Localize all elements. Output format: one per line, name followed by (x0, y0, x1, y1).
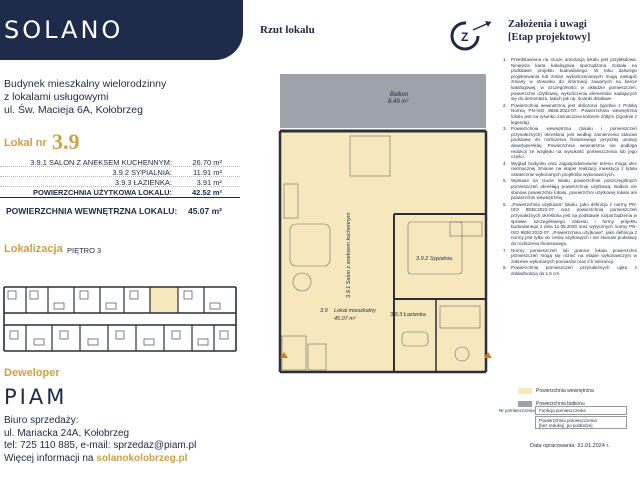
note-item: 3. Powierzchnia wewnętrzna (lokalu i pomieszczeń przynależnych) określona jest według zamierzenia stanowi podstawę do rozliczenia finansowego przyszłej umowy deweloperskiej. Powierzchnia wewnętrzna nie podlega redukcji ze względu na wysokość pomieszczenia lub jego części. (503, 126, 637, 160)
more-info (4, 453, 196, 466)
sales-title: Biuro sprzedaży: (4, 415, 79, 426)
note-item: 6. „Powierzchnia użytkowa” lokalu, jako definicja z normy PN-ISO 9836:2022-07 oraz powierzchnia pomieszczeń przynależnych określona jest na podstawie rozporządzenia w sprawie szczegółowego zakresu i formy projektu budowlanego z dnia 11.09.2020 oraz wytycznych normy PN-ISO 9836:2022-07. „Powierzchnia użytkowa”, jako definicja z normy jest tylko do celów użytkowych i nie stanowi podstawy do rozliczenia finansowego. (503, 201, 637, 246)
bedroom-label: 3.9.2 Sypialnia (416, 256, 453, 262)
legend-swatch (518, 388, 532, 394)
legend-box (535, 416, 627, 429)
legend-row (499, 406, 639, 416)
website-link[interactable]: solanokolobrzeg.pl (96, 452, 188, 464)
note-text: „Powierzchnia użytkowa” lokalu, jako definicja z normy PN-ISO 9836:2022-07 oraz powierzchnia pomieszczeń przynależnych określona jest na podstawie rozporządzenia w sprawie szczegółowego zakresu i formy projektu budowlanego z dnia 11.09.2020 oraz wytycznych normy PN-ISO 9836:2022-07. „Powierzchnia użytkowa”, jako definicja z normy jest tylko do celów użytkowych i nie stanowi podstawy do rozliczenia finansowego. (511, 201, 637, 246)
room-area-table (0, 157, 240, 198)
note-item: 5. Wpisane na rzucie lokalu powierzchnie poszczególnych pomieszczeń określają powierzchnię użytkową. Balkon nie stanowi powierzchni lokalu, powierzchni użytkowej lokalu ani powierzchni wewnętrznej. (503, 178, 637, 201)
sales-office (4, 415, 196, 465)
location-title: Lokalizacja (4, 243, 63, 255)
note-text: Powierzchnia pomieszczeń przynależnych ujęta z dokładnością do 1,5 cm. (511, 265, 637, 276)
interior-area (280, 132, 486, 372)
building-description (4, 78, 204, 117)
note-item: 4. Wygląd budynku oraz zagospodarowanie terenu mogą ulec nieznacznej zmianie na etapie realizacji inwestycji z tytułu ostatecznie wykonanych projektów wykonawczych. (503, 160, 637, 177)
legend-label: Powierzchnia balkonu (536, 401, 585, 407)
note-text: Powierzchnia wewnętrzna (lokalu i pomieszczeń przynależnych) określona jest według zamierzenia stanowi podstawę do rozliczenia finansowego przyszłej umowy deweloperskiej. Powierzchnia wewnętrzna nie podlega redukcji ze względu na wysokość pomieszczenia lub jego części. (511, 126, 637, 160)
balcony-name: Balkon (390, 92, 409, 98)
note-item: 2. Powierzchnia wewnętrzna jest obliczona zgodnie z Polską Normą PN-ISO 9836:2022-07. Powierzchnia wewnętrzna lokalu jest na rysunku zaznaczona kolorem żółtym (zgodnie z legendą). (503, 102, 637, 125)
usable-area-label: POWIERZCHNIA UŻYTKOWA LOKALU: (32, 188, 172, 197)
unit-label: Lokal nr (4, 137, 47, 149)
room-label-legend (499, 406, 639, 430)
legend-box (535, 406, 627, 415)
developer-logo: PIAM (4, 385, 68, 409)
issue-date: Data opracowania: 31.01.2024 r. (530, 443, 610, 449)
note-text: Wpisane na rzucie lokalu powierzchnie poszczególnych pomieszczeń określają powierzchnię użytkową. Balkon nie stanowi powierzchni lokalu, powierzchni użytkowej lokalu ani powierzchni wewnętrznej. (511, 178, 637, 201)
logo-banner (0, 0, 243, 60)
note-item: 1. Przedstawiona na rzucie aranżacja lokalu jest przykładowa. Niniejsza karta katalogowa sporządzona została na podstawie projektu budowlanego. W toku dalszego projektowania lub zmian wykończeniowych mogą nastąpić zmiany w stosunku do informacji zawartych na karcie katalogowej, w szczególności w układzie pomieszczeń, powierzchni użytkowej, wykończeniu elementów nadających się do demontażu, takich jak np. ścianki działowe. (503, 57, 637, 102)
living-name: Lokal mieszkalny (334, 308, 376, 314)
note-text: Przedstawiona na rzucie aranżacja lokalu jest przykładowa. Niniejsza karta katalogowa sporządzona została na podstawie projektu budowlanego. W toku dalszego projektowania lub zmian wykończeniowych mogą nastąpić zmiany w stosunku do informacji zawartych na karcie katalogowej, w szczególności w układzie pomieszczeń, powierzchni użytkowej, wykończeniu elementów nadających się do demontażu, takich jak np. ścianki działowe. (511, 57, 637, 102)
room-area: 3.91 m² (196, 178, 222, 187)
living-area: 45.07 m² (334, 316, 356, 322)
location-floor: PIĘTRO 3 (67, 246, 102, 255)
compass-icon (449, 18, 495, 54)
living-number: 3.9 (320, 308, 328, 314)
balcony-area-value: 8.49 m² (388, 99, 409, 105)
notes-list (503, 57, 637, 278)
brand-logo: SOLANO (4, 16, 124, 44)
room-name: 3.9.1 SALON Z ANEKSEM KUCHENNYM: (30, 158, 172, 167)
building-address: ul. Św. Macieja 6A, Kołobrzeg (4, 104, 143, 116)
notes-title-line: Założenia i uwagi (508, 19, 587, 30)
salon-label: 3.9.1 Salon z aneksem kuchennym (346, 212, 352, 298)
room-name: 3.9.2 SYPIALNIA: (112, 168, 172, 177)
sales-contact: tel: 725 110 885, e-mail: sprzedaz@piam.pl (4, 440, 197, 451)
usable-area-row (0, 187, 240, 198)
note-text: Wygląd budynku oraz zagospodarowanie terenu mogą ulec nieznacznej zmianie na etapie realizacji inwestycji z tytułu ostatecznie wykonanych projektów wykonawczych. (511, 160, 637, 177)
unit-number: 3.9 (52, 129, 80, 154)
legend-value: Powierzchnia pomieszczenia [bez redukcji, po podłodze] (539, 418, 597, 428)
balcony-area (280, 74, 486, 128)
svg-text:Z: Z (461, 30, 469, 44)
unit-highlight (150, 287, 178, 313)
legend-value: Funkcja pomieszczenia (539, 408, 586, 413)
building-line: z lokalami usługowymi (4, 91, 109, 103)
notes-title-line: [Etap projektowy] (508, 32, 591, 43)
legend-label: Powierzchnia wewnętrzna (536, 388, 594, 394)
inner-area-label: POWIERZCHNIA WEWNĘTRZNA LOKALU: (6, 206, 178, 216)
unit-floor-plan (272, 74, 498, 374)
note-item: 8. Powierzchnia pomieszczeń przynależnych ujęta z dokładnością do 1,5 cm. (503, 265, 637, 276)
building-line: Budynek mieszkalny wielorodzinny (4, 78, 167, 90)
notes-title (508, 18, 590, 44)
floor-location-plan (0, 279, 240, 359)
table-row (0, 157, 240, 167)
table-row (0, 167, 240, 177)
legend-key: Nr pomieszczenia (499, 408, 535, 413)
inner-area-row (0, 204, 240, 218)
room-name: 3.9.3 ŁAZIENKA: (114, 178, 172, 187)
bathroom-label: 3.9.3 Łazienka (390, 312, 426, 318)
table-row (0, 177, 240, 187)
note-text: Normy pomieszczeń lub granice lokalu powierzchni pomieszczeń mogą się różnić na etapie wykonawczym w zakresie wykonanych pomiarów oraz ich tolerancji. (511, 247, 637, 264)
usable-area-value: 42.52 m² (191, 188, 222, 197)
plan-title: Rzut lokalu (260, 24, 315, 36)
inner-area-value: 45.07 m² (187, 206, 222, 216)
legend-row (499, 416, 639, 430)
room-area: 26.70 m² (192, 158, 222, 167)
more-info-text: Więcej informacji na (4, 452, 94, 464)
sales-address: ul. Mariacka 24A, Kołobrzeg (4, 427, 130, 439)
room-area: 11.91 m² (192, 168, 222, 177)
note-text: Powierzchnia wewnętrzna jest obliczona zgodnie z Polską Normą PN-ISO 9836:2022-07. Powierzchnia wewnętrzna lokalu jest na rysunku zaznaczona kolorem żółtym (zgodnie z legendą). (511, 102, 637, 125)
note-item: 7. Normy pomieszczeń lub granice lokalu powierzchni pomieszczeń mogą się różnić na etapie wykonawczym w zakresie wykonanych pomiarów oraz ich tolerancji. (503, 247, 637, 264)
developer-title: Deweloper (4, 367, 60, 379)
